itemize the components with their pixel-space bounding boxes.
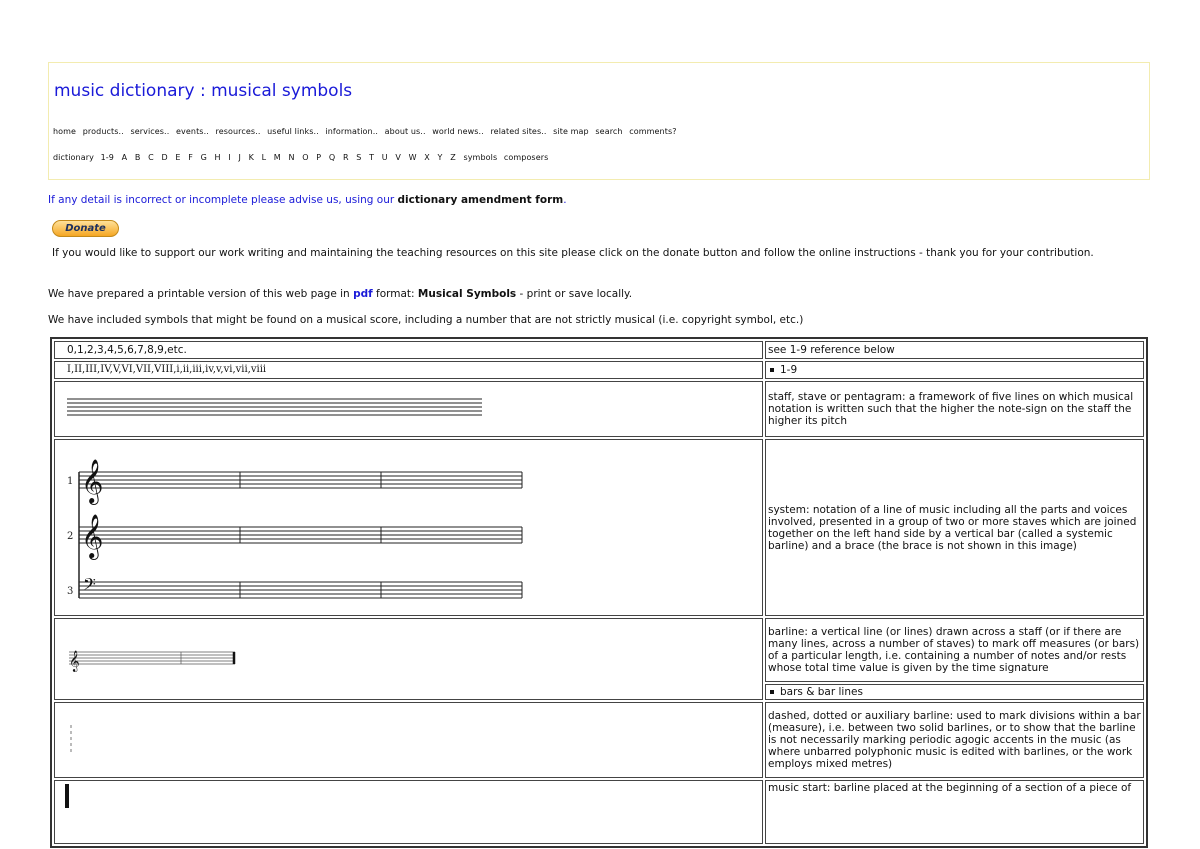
dashed-barline-image [57, 719, 97, 759]
nav-useful-links[interactable]: useful links.. [267, 127, 319, 136]
header-box [48, 62, 1150, 180]
nav-products[interactable]: products.. [82, 127, 124, 136]
main-nav [53, 127, 681, 136]
dict-j[interactable]: J [238, 153, 241, 162]
roman-cell: I,II,III,IV,V,VI,VII,VIII,i,ii,iii,iv,v,vi,vii,viii [54, 361, 763, 379]
dashed-barline-cell [54, 702, 763, 778]
table-row [54, 702, 1144, 778]
table-row [54, 618, 1144, 682]
barline-link-cell [765, 684, 1144, 700]
treble-clef-icon: 𝄞 [81, 459, 104, 503]
dashed-desc: dashed, dotted or auxiliary barline: used to mark divisions within a bar (measure), i.e. between two solid barlines, or to show that the barline is not necessarily marking periodic agogic accents in the music (as where unbarred polyphonic music is edited with barlines, or the work employs mixed metres) [765, 702, 1144, 778]
donate-button[interactable]: Donate [52, 220, 119, 237]
page-title: music dictionary : musical symbols [54, 81, 353, 101]
dict-o[interactable]: O [302, 153, 309, 162]
staff-desc: staff, stave or pentagram: a framework of five lines on which musical notation is written such that the higher the note-sign on the staff the higher its pitch [765, 381, 1144, 437]
nav-site-map[interactable]: site map [553, 127, 589, 136]
nav-home[interactable]: home [53, 127, 77, 136]
table-row [54, 381, 1144, 437]
barline-image [57, 638, 257, 678]
nav-related-sites[interactable]: related sites.. [490, 127, 547, 136]
dict-y[interactable]: Y [437, 153, 443, 162]
nav-resources[interactable]: resources.. [215, 127, 261, 136]
staff-image [57, 393, 497, 423]
bass-clef-icon: 𝄢 [83, 574, 96, 598]
dict-e[interactable]: E [175, 153, 181, 162]
dict-p[interactable]: P [316, 153, 322, 162]
table-row [54, 780, 1144, 844]
roman-link-cell [765, 361, 1144, 379]
dict-a[interactable]: A [121, 153, 128, 162]
treble-clef-icon: 𝄞 [69, 650, 80, 672]
dict-s[interactable]: S [356, 153, 362, 162]
music-start-image [57, 782, 77, 812]
donate-text: If you would like to support our work writing and maintaining the teaching resources on this site please click on the donate button and follow the online instructions - thank you for your contribution. [52, 247, 1094, 259]
dict-b[interactable]: B [134, 153, 141, 162]
link-1-9[interactable]: 1-9 [780, 364, 798, 376]
music-start-cell [54, 780, 763, 844]
system-image [57, 446, 537, 606]
dict-z[interactable]: Z [450, 153, 456, 162]
bullet-icon [770, 368, 774, 372]
nav-services[interactable]: services.. [130, 127, 170, 136]
nav-events[interactable]: events.. [176, 127, 209, 136]
dict-v[interactable]: V [395, 153, 401, 162]
dict-k[interactable]: K [248, 153, 254, 162]
dict-h[interactable]: H [214, 153, 221, 162]
dict-1-9[interactable]: 1-9 [100, 153, 114, 162]
nav-comments[interactable]: comments? [629, 127, 677, 136]
dict-f[interactable]: F [188, 153, 193, 162]
dict-m[interactable]: M [273, 153, 281, 162]
system-label-2: 2 [67, 531, 74, 542]
numbers-cell: 0,1,2,3,4,5,6,7,8,9,etc. [54, 341, 763, 359]
dict-label: dictionary [53, 153, 94, 162]
nav-search[interactable]: search [595, 127, 623, 136]
amendment-form-link[interactable]: dictionary amendment form [397, 194, 564, 206]
table-row [54, 439, 1144, 616]
barline-desc: barline: a vertical line (or lines) drawn across a staff (or if there are many lines, across a number of staves) to mark off measures (or bars) of a particular length, i.e. containing a number of notes and/or rests whose total time value is given by the time signature [765, 618, 1144, 682]
staff-lines [79, 472, 522, 598]
amendment-notice: If any detail is incorrect or incomplete please advise us, using our dictionary amendment form. [48, 194, 567, 206]
symbols-table [50, 337, 1148, 848]
system-desc: system: notation of a line of music including all the parts and voices involved, presented in a group of two or more staves which are joined together on the left hand side by a vertical bar (called a systemic barline) and a brace (the brace is not shown in this image) [765, 439, 1144, 616]
dict-i[interactable]: I [228, 153, 231, 162]
dict-n[interactable]: N [288, 153, 295, 162]
dict-w[interactable]: W [408, 153, 417, 162]
numbers-desc: see 1-9 reference below [765, 341, 1144, 359]
dict-r[interactable]: R [342, 153, 349, 162]
dict-d[interactable]: D [161, 153, 168, 162]
pdf-link[interactable]: pdf [353, 288, 373, 300]
system-label-1: 1 [67, 476, 74, 487]
dict-t[interactable]: T [369, 153, 375, 162]
dict-c[interactable]: C [148, 153, 154, 162]
start-desc: music start: barline placed at the beginning of a section of a piece of [765, 780, 1144, 844]
dict-composers[interactable]: composers [503, 153, 549, 162]
dict-u[interactable]: U [381, 153, 388, 162]
dict-x[interactable]: X [424, 153, 430, 162]
treble-clef-icon: 𝄞 [81, 514, 104, 558]
dict-q[interactable]: Q [328, 153, 336, 162]
system-cell [54, 439, 763, 616]
pdf-notice: We have prepared a printable version of this web page in pdf format: Musical Symbols - print or save locally. [48, 288, 633, 300]
dictionary-nav [53, 153, 552, 162]
table-row [54, 341, 1144, 359]
bullet-icon [770, 690, 774, 694]
staff-cell [54, 381, 763, 437]
intro-text: We have included symbols that might be found on a musical score, including a number that are not strictly musical (i.e. copyright symbol, etc.) [48, 314, 804, 326]
dict-l[interactable]: L [261, 153, 267, 162]
nav-world-news[interactable]: world news.. [432, 127, 484, 136]
barline-cell [54, 618, 763, 700]
dict-g[interactable]: G [200, 153, 207, 162]
link-bars-barlines[interactable]: bars & bar lines [780, 686, 863, 698]
dict-symbols[interactable]: symbols [463, 153, 498, 162]
nav-about-us[interactable]: about us.. [384, 127, 426, 136]
nav-information[interactable]: information.. [325, 127, 378, 136]
system-label-3: 3 [67, 586, 74, 597]
table-row [54, 361, 1144, 379]
pdf-title: Musical Symbols [417, 288, 517, 300]
